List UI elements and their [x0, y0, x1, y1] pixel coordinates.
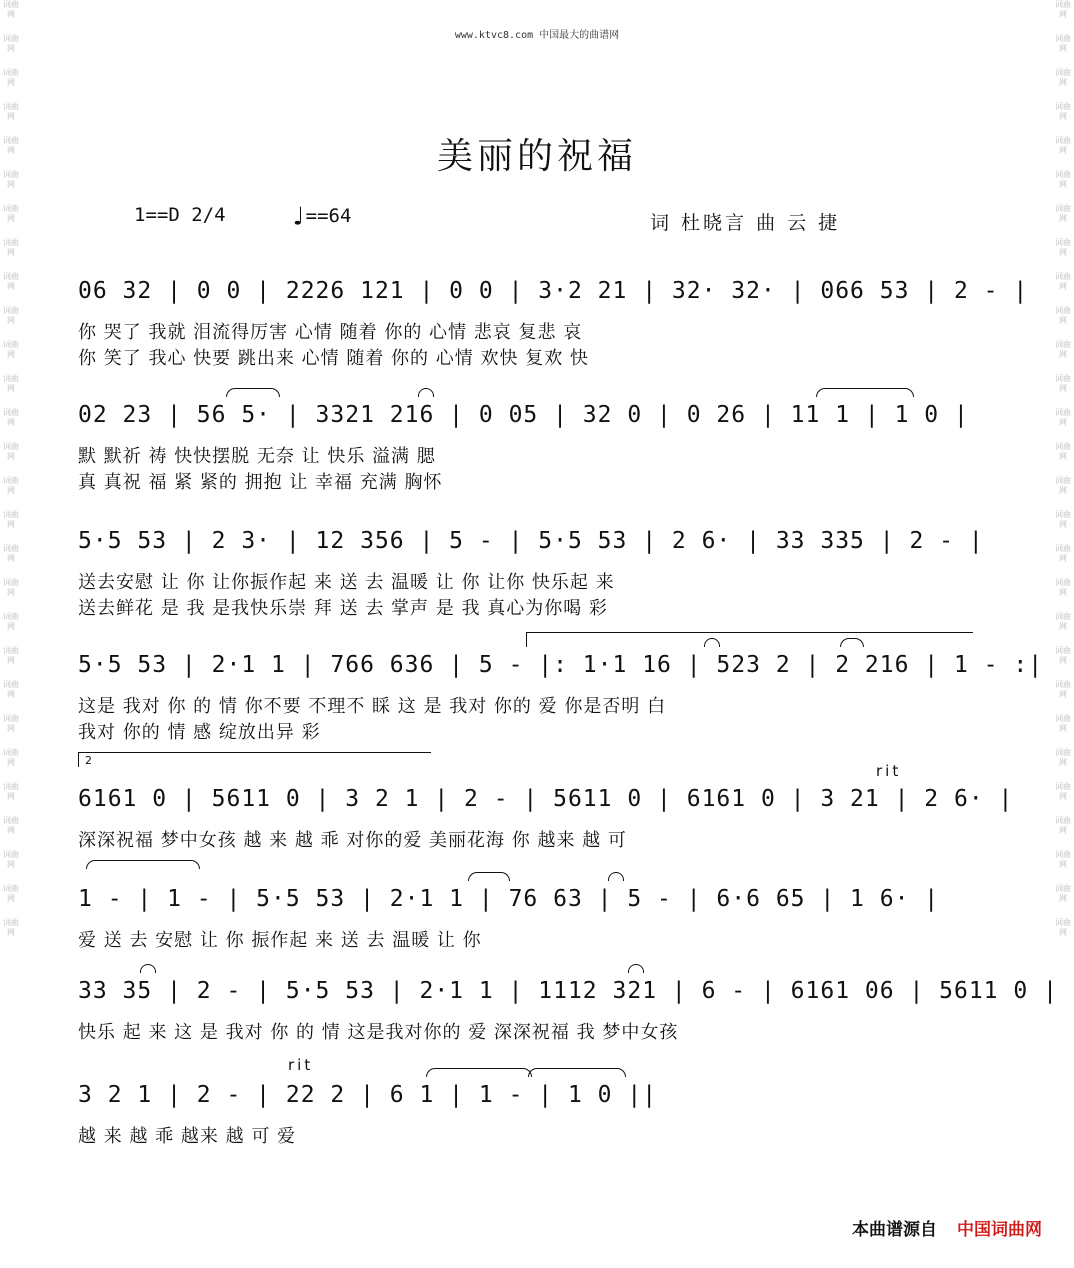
- watermark-right: 词曲网 词曲网 词曲网 词曲网 词曲网 词曲网 词曲网 词曲网 词曲网 词曲网 词曲网 词曲网 词曲网 词曲网 词曲网 词曲网 词曲网 词曲网 词曲网 词曲网 词曲网 词曲网 词曲网 词曲网 词曲网 词曲网 词曲网 词曲网: [1055, 0, 1071, 937]
- source-footer: [852, 1215, 1042, 1240]
- slur-mark: [468, 872, 510, 881]
- song-title: 美丽的祝福: [436, 136, 637, 177]
- slur-mark: [86, 860, 200, 869]
- notation-line: 02 23 | 56 5· | 3321 216 | 0 05 | 32 0 | 0 26 | 11 1 | 1 0 |: [78, 402, 969, 428]
- notation-line: 06 32 | 0 0 | 2226 121 | 0 0 | 3·2 21 | 32· 32· | 066 53 | 2 - |: [78, 278, 1029, 304]
- ritardando-mark: rit: [876, 762, 902, 780]
- ending-number: 2: [85, 754, 92, 767]
- source-url: www.ktvc8.com 中国最大的曲谱网: [454, 30, 620, 41]
- slur-mark: [816, 388, 914, 397]
- slur-mark: [528, 1068, 626, 1077]
- lyrics-verse-1: 这是 我对 你 的 情 你不要 不理不 睬 这 是 我对 你的 爱 你是否明 白: [78, 696, 667, 717]
- slur-mark: [140, 964, 156, 973]
- lyrics-verse-1: 你 哭了 我就 泪流得厉害 心情 随着 你的 心情 悲哀 复悲 哀: [78, 322, 583, 343]
- slur-mark: [426, 1068, 532, 1077]
- tempo-value: ==64: [305, 205, 352, 227]
- lyrics-line: 越 来 越 乖 越来 越 可 爱: [78, 1126, 297, 1147]
- lyrics-verse-2: 你 笑了 我心 快要 跳出来 心情 随着 你的 心情 欢快 复欢 快: [78, 348, 589, 369]
- first-ending-bracket: [526, 632, 973, 647]
- lyrics-verse-2: 我对 你的 情 感 绽放出异 彩: [78, 722, 321, 743]
- slur-mark: [628, 964, 644, 973]
- slur-mark: [608, 872, 624, 881]
- source-label: 本曲谱源自: [852, 1220, 937, 1240]
- lyrics-verse-1: 默 默祈 祷 快快摆脱 无奈 让 快乐 溢满 腮: [78, 446, 436, 467]
- tempo-marking: [290, 202, 351, 232]
- triplet-mark: [840, 638, 864, 647]
- notation-line: 33 35 | 2 - | 5·5 53 | 2·1 1 | 1112 321 | 6 - | 6161 06 | 5611 0 |: [78, 978, 1058, 1004]
- lyrics-line: 爱 送 去 安慰 让 你 振作起 来 送 去 温暖 让 你: [78, 930, 482, 951]
- quarter-note-icon: ♩: [290, 202, 306, 232]
- site-name-link[interactable]: 中国词曲网: [957, 1220, 1042, 1240]
- lyrics-verse-1: 送去安慰 让 你 让你振作起 来 送 去 温暖 让 你 让你 快乐起 来: [78, 572, 615, 593]
- slur-mark: [704, 638, 720, 647]
- ritardando-mark: rit: [288, 1056, 314, 1074]
- lyrics-verse-2: 真 真祝 福 紧 紧的 拥抱 让 幸福 充满 胸怀: [78, 472, 443, 493]
- notation-line: 5·5 53 | 2 3· | 12 356 | 5 - | 5·5 53 | 2 6· | 33 335 | 2 - |: [78, 528, 984, 554]
- notation-line: 3 2 1 | 2 - | 22 2 | 6 1 | 1 - | 1 0 ||: [78, 1082, 658, 1108]
- slur-mark: [418, 388, 434, 397]
- lyrics-line: 深深祝福 梦中女孩 越 来 越 乖 对你的爱 美丽花海 你 越来 越 可: [78, 830, 627, 851]
- watermark-left: 词曲网 词曲网 词曲网 词曲网 词曲网 词曲网 词曲网 词曲网 词曲网 词曲网 词曲网 词曲网 词曲网 词曲网 词曲网 词曲网 词曲网 词曲网 词曲网 词曲网 词曲网 词曲网 词曲网 词曲网 词曲网 词曲网 词曲网 词曲网: [3, 0, 19, 937]
- notation-line: 1 - | 1 - | 5·5 53 | 2·1 1 | 76 63 | 5 - | 6·6 65 | 1 6· |: [78, 886, 940, 912]
- second-ending-bracket: [78, 752, 431, 767]
- lyrics-verse-2: 送去鲜花 是 我 是我快乐崇 拜 送 去 掌声 是 我 真心为你喝 彩: [78, 598, 608, 619]
- slur-mark: [226, 388, 280, 397]
- notation-line: 5·5 53 | 2·1 1 | 766 636 | 5 - |: 1·1 16 | 523 2 | 2 216 | 1 - :|: [78, 652, 1044, 678]
- credits: 词 杜晓言 曲 云 捷: [650, 212, 841, 234]
- lyrics-line: 快乐 起 来 这 是 我对 你 的 情 这是我对你的 爱 深深祝福 我 梦中女孩: [78, 1022, 679, 1043]
- notation-line: 6161 0 | 5611 0 | 3 2 1 | 2 - | 5611 0 | 6161 0 | 3 21 | 2 6· |: [78, 786, 1014, 812]
- key-signature: 1==D 2/4: [134, 204, 226, 226]
